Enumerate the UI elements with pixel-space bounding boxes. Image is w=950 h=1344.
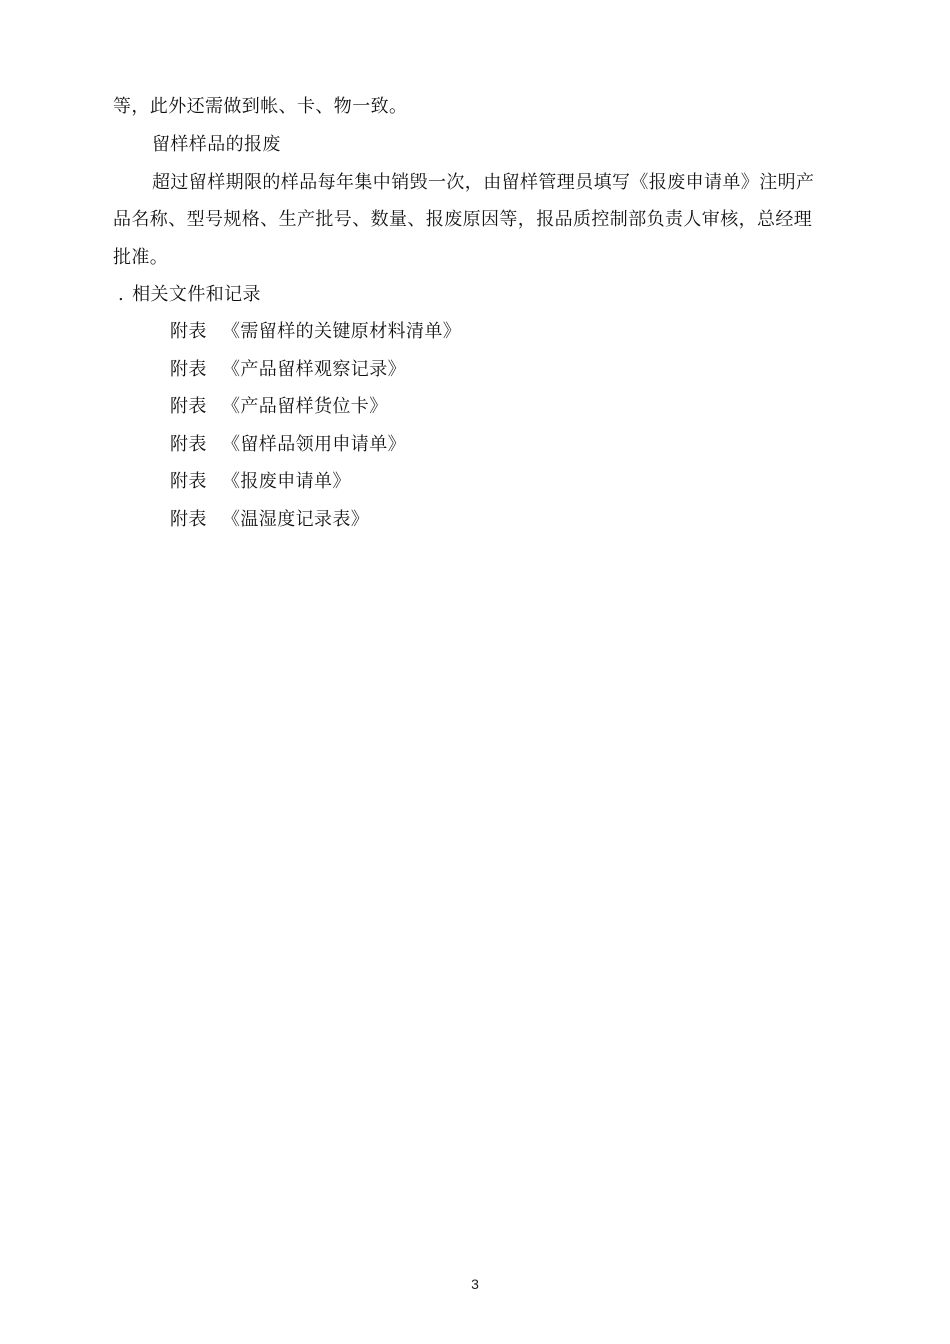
- appendix-prefix: 附表: [170, 358, 207, 380]
- appendix-prefix: 附表: [170, 471, 207, 492]
- subheading-sample-disposal: 留样样品的报废: [152, 134, 281, 155]
- appendix-title: 《报废申请单》: [222, 471, 351, 492]
- appendix-list: [170, 320, 461, 545]
- appendix-item: [170, 470, 461, 508]
- appendix-title: 《需留样的关键原材料清单》: [222, 321, 462, 342]
- appendix-prefix: 附表: [170, 321, 207, 342]
- appendix-item: [170, 508, 461, 546]
- appendix-prefix: 附表: [170, 508, 207, 530]
- appendix-item: [170, 320, 461, 358]
- paragraph-line-3: 批准。: [113, 247, 169, 268]
- paragraph-line-2: 品名称、型号规格、生产批号、数量、报废原因等，报品质控制部负责人审核，总经理: [113, 209, 813, 230]
- section-title: 相关文件和记录: [132, 284, 261, 305]
- page-number: 3: [471, 1276, 479, 1292]
- body-line-continuation: 等，此外还需做到帐、卡、物一致。: [113, 96, 408, 117]
- appendix-title: 《产品留样货位卡》: [222, 396, 388, 417]
- appendix-item: [170, 395, 461, 433]
- appendix-title: 《留样品领用申请单》: [222, 433, 406, 455]
- paragraph-line-1: 超过留样期限的样品每年集中销毁一次，由留样管理员填写《报废申请单》注明产: [152, 172, 815, 193]
- appendix-prefix: 附表: [170, 396, 207, 417]
- section-heading-related-documents: [118, 283, 261, 307]
- appendix-title: 《温湿度记录表》: [222, 508, 370, 530]
- appendix-item: [170, 358, 461, 396]
- appendix-prefix: 附表: [170, 433, 207, 455]
- appendix-item: [170, 433, 461, 471]
- appendix-title: 《产品留样观察记录》: [222, 358, 406, 380]
- section-marker: .: [118, 284, 125, 305]
